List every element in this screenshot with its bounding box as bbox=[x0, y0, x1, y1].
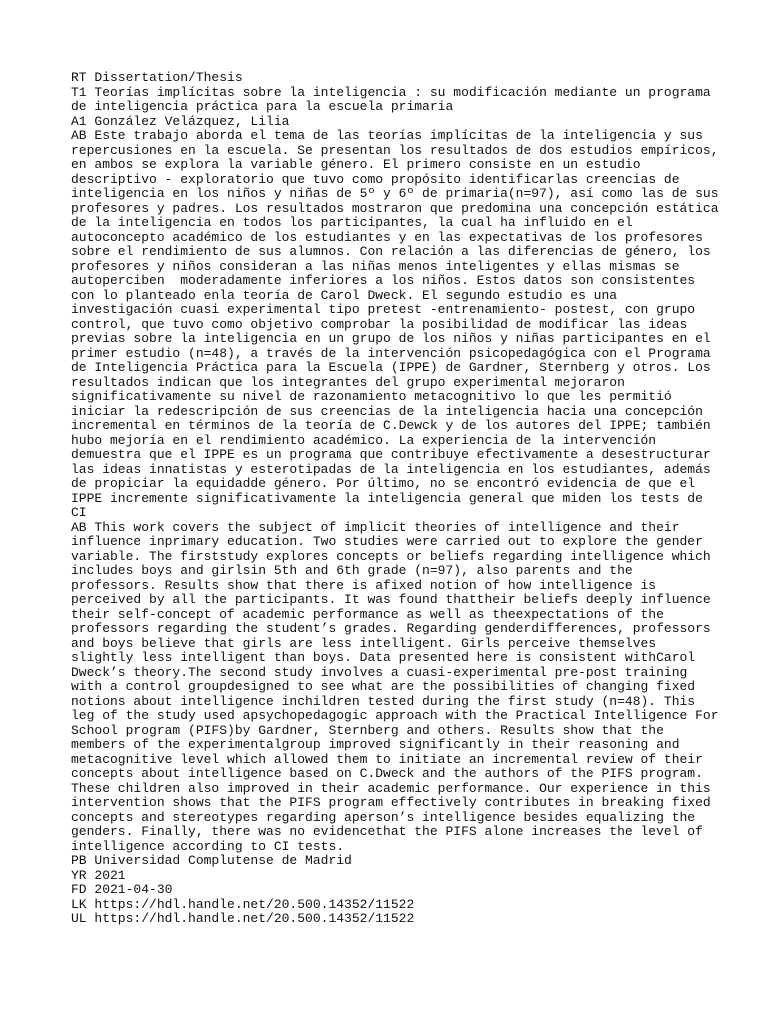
record-line: las ideas innatistas y esterotipadas de la inteligencia en los estudiantes, además bbox=[71, 461, 711, 477]
record-line: School program (PIFS)by Gardner, Sternberg and others. Results show that the bbox=[71, 722, 664, 738]
record-line: autoconcepto académico de los estudiantes y en las expectativas de los profesores bbox=[71, 229, 703, 245]
record-line: includes boys and girlsin 5th and 6th grade (n=97), also parents and the bbox=[71, 563, 633, 578]
record-line: their self-concept of academic performance as well as theexpectations of the bbox=[71, 606, 664, 622]
record-line: AB This work covers the subject of implicit theories of intelligence and their bbox=[71, 519, 680, 535]
record-line: variable. The firststudy explores concepts or beliefs regarding intelligence which bbox=[71, 548, 711, 564]
record-line: slightly less intelligent than boys. Data presented here is consistent withCarol bbox=[71, 650, 696, 665]
record-line: de la inteligencia en todos los participantes, la cual ha influido en el bbox=[71, 215, 633, 230]
record-line: metacognitive level which allowed them to initiate an incremental review of their bbox=[71, 751, 703, 767]
record-line: LK https://hdl.handle.net/20.500.14352/11522 bbox=[71, 896, 415, 912]
record-line: YR 2021 bbox=[71, 867, 126, 883]
record-line: previas sobre la inteligencia en un grupo de los niños y niñas participantes en el bbox=[71, 331, 711, 346]
record-line: sobre el rendimiento de sus alumnos. Con relación a las diferencias de género, los bbox=[71, 244, 711, 259]
record-line: CI bbox=[71, 505, 87, 520]
record-line: profesores y niños consideran a las niñas menos inteligentes y ellas mismas se bbox=[71, 258, 680, 274]
record-line: concepts and stereotypes regarding aperson’s intelligence besides equalizing the bbox=[71, 809, 696, 825]
citation-record bbox=[71, 71, 768, 927]
record-line: professors. Results show that there is afixed notion of how intelligence is bbox=[71, 577, 657, 593]
record-line: profesores y padres. Los resultados mostraron que predomina una concepción estática bbox=[71, 200, 719, 216]
record-line: intelligence according to CI tests. bbox=[71, 838, 345, 854]
record-line: IPPE incremente significativamente la inteligencia general que miden los tests de bbox=[71, 490, 703, 506]
record-line: These children also improved in their academic performance. Our experience in this bbox=[71, 780, 711, 796]
record-line: notions about intelligence inchildren tested during the first study (n=48). This bbox=[71, 693, 696, 709]
record-line: RT Dissertation/Thesis bbox=[71, 70, 243, 85]
record-line: de inteligencia práctica para la escuela primaria bbox=[71, 99, 454, 114]
record-line: demuestra que el IPPE es un programa que contribuye efectivamente a desestructurar bbox=[71, 447, 711, 462]
record-line: professors regarding the student’s grades. Regarding genderdifferences, professors bbox=[71, 621, 711, 636]
record-line: T1 Teorías implícitas sobre la inteligencia : su modificación mediante un programa bbox=[71, 84, 711, 100]
record-line: perceived by all the participants. It was found thattheir beliefs deeply influence bbox=[71, 592, 711, 607]
record-line: UL https://hdl.handle.net/20.500.14352/11522 bbox=[71, 911, 415, 926]
record-line: and boys believe that girls are less intelligent. Girls perceive themselves bbox=[71, 635, 657, 651]
record-line: PB Universidad Complutense de Madrid bbox=[71, 853, 352, 868]
record-line: AB Este trabajo aborda el tema de las teorías implícitas de la inteligencia y sus bbox=[71, 128, 703, 143]
record-line: concepts about intelligence based on C.Dweck and the authors of the PIFS program. bbox=[71, 766, 703, 781]
record-line: intervention shows that the PIFS program effectively contributes in breaking fixed bbox=[71, 795, 711, 810]
record-line: members of the experimentalgroup improved significantly in their reasoning and bbox=[71, 737, 680, 752]
record-line: inteligencia en los niños y niñas de 5º y 6º de primaria(n=97), así como las de sus bbox=[71, 186, 719, 201]
record-line: con lo planteado enla teoría de Carol Dweck. El segundo estudio es una bbox=[71, 287, 618, 303]
record-line: resultados indican que los integrantes del grupo experimental mejoraron bbox=[71, 374, 625, 390]
record-line: primer estudio (n=48), a través de la intervención psicopedagógica con el Programa bbox=[71, 345, 711, 361]
record-line: iniciar la redescripción de sus creencias de la inteligencia hacia una concepción bbox=[71, 403, 703, 419]
record-line: de propiciar la equidadde género. Por último, no se encontró evidencia de que el bbox=[71, 476, 696, 491]
record-line: A1 González Velázquez, Lilia bbox=[71, 113, 290, 129]
record-line: hubo mejoría en el rendimiento académico. La experiencia de la intervención bbox=[71, 432, 657, 448]
record-line: significativamente su nivel de razonamiento metacognitivo lo que les permitió bbox=[71, 389, 672, 404]
record-line: incremental en términos de la teoría de C.Dewck y de los autores del IPPE; también bbox=[71, 418, 711, 433]
record-line: autoperciben moderadamente inferiores a los niños. Estos datos son consistentes bbox=[71, 273, 696, 288]
record-line: FD 2021-04-30 bbox=[71, 882, 173, 897]
record-line: influence inprimary education. Two studies were carried out to explore the gender bbox=[71, 534, 703, 549]
record-line: descriptivo - exploratorio que tuvo como propósito identificarlas creencias de bbox=[71, 171, 680, 187]
record-line: genders. Finally, there was no evidencethat the PIFS alone increases the level of bbox=[71, 824, 703, 839]
record-line: leg of the study used apsychopedagogic approach with the Practical Intelligence For bbox=[71, 708, 719, 723]
record-line: control, que tuvo como objetivo comprobar la posibilidad de modificar las ideas bbox=[71, 316, 688, 332]
record-line: repercusiones en la escuela. Se presentan los resultados de dos estudios empíricos, bbox=[71, 142, 719, 158]
record-line: investigación cuasi experimental tipo pretest -entrenamiento- postest, con grupo bbox=[71, 302, 696, 317]
record-line: with a control groupdesigned to see what are the possibilities of changing fixed bbox=[71, 679, 696, 694]
record-line: Dweck’s theory.The second study involves a cuasi-experimental pre-post training bbox=[71, 664, 688, 680]
record-line: en ambos se explora la variable género. El primero consiste en un estudio bbox=[71, 157, 641, 172]
record-line: de Inteligencia Práctica para la Escuela (IPPE) de Gardner, Sternberg y otros. Los bbox=[71, 360, 711, 375]
